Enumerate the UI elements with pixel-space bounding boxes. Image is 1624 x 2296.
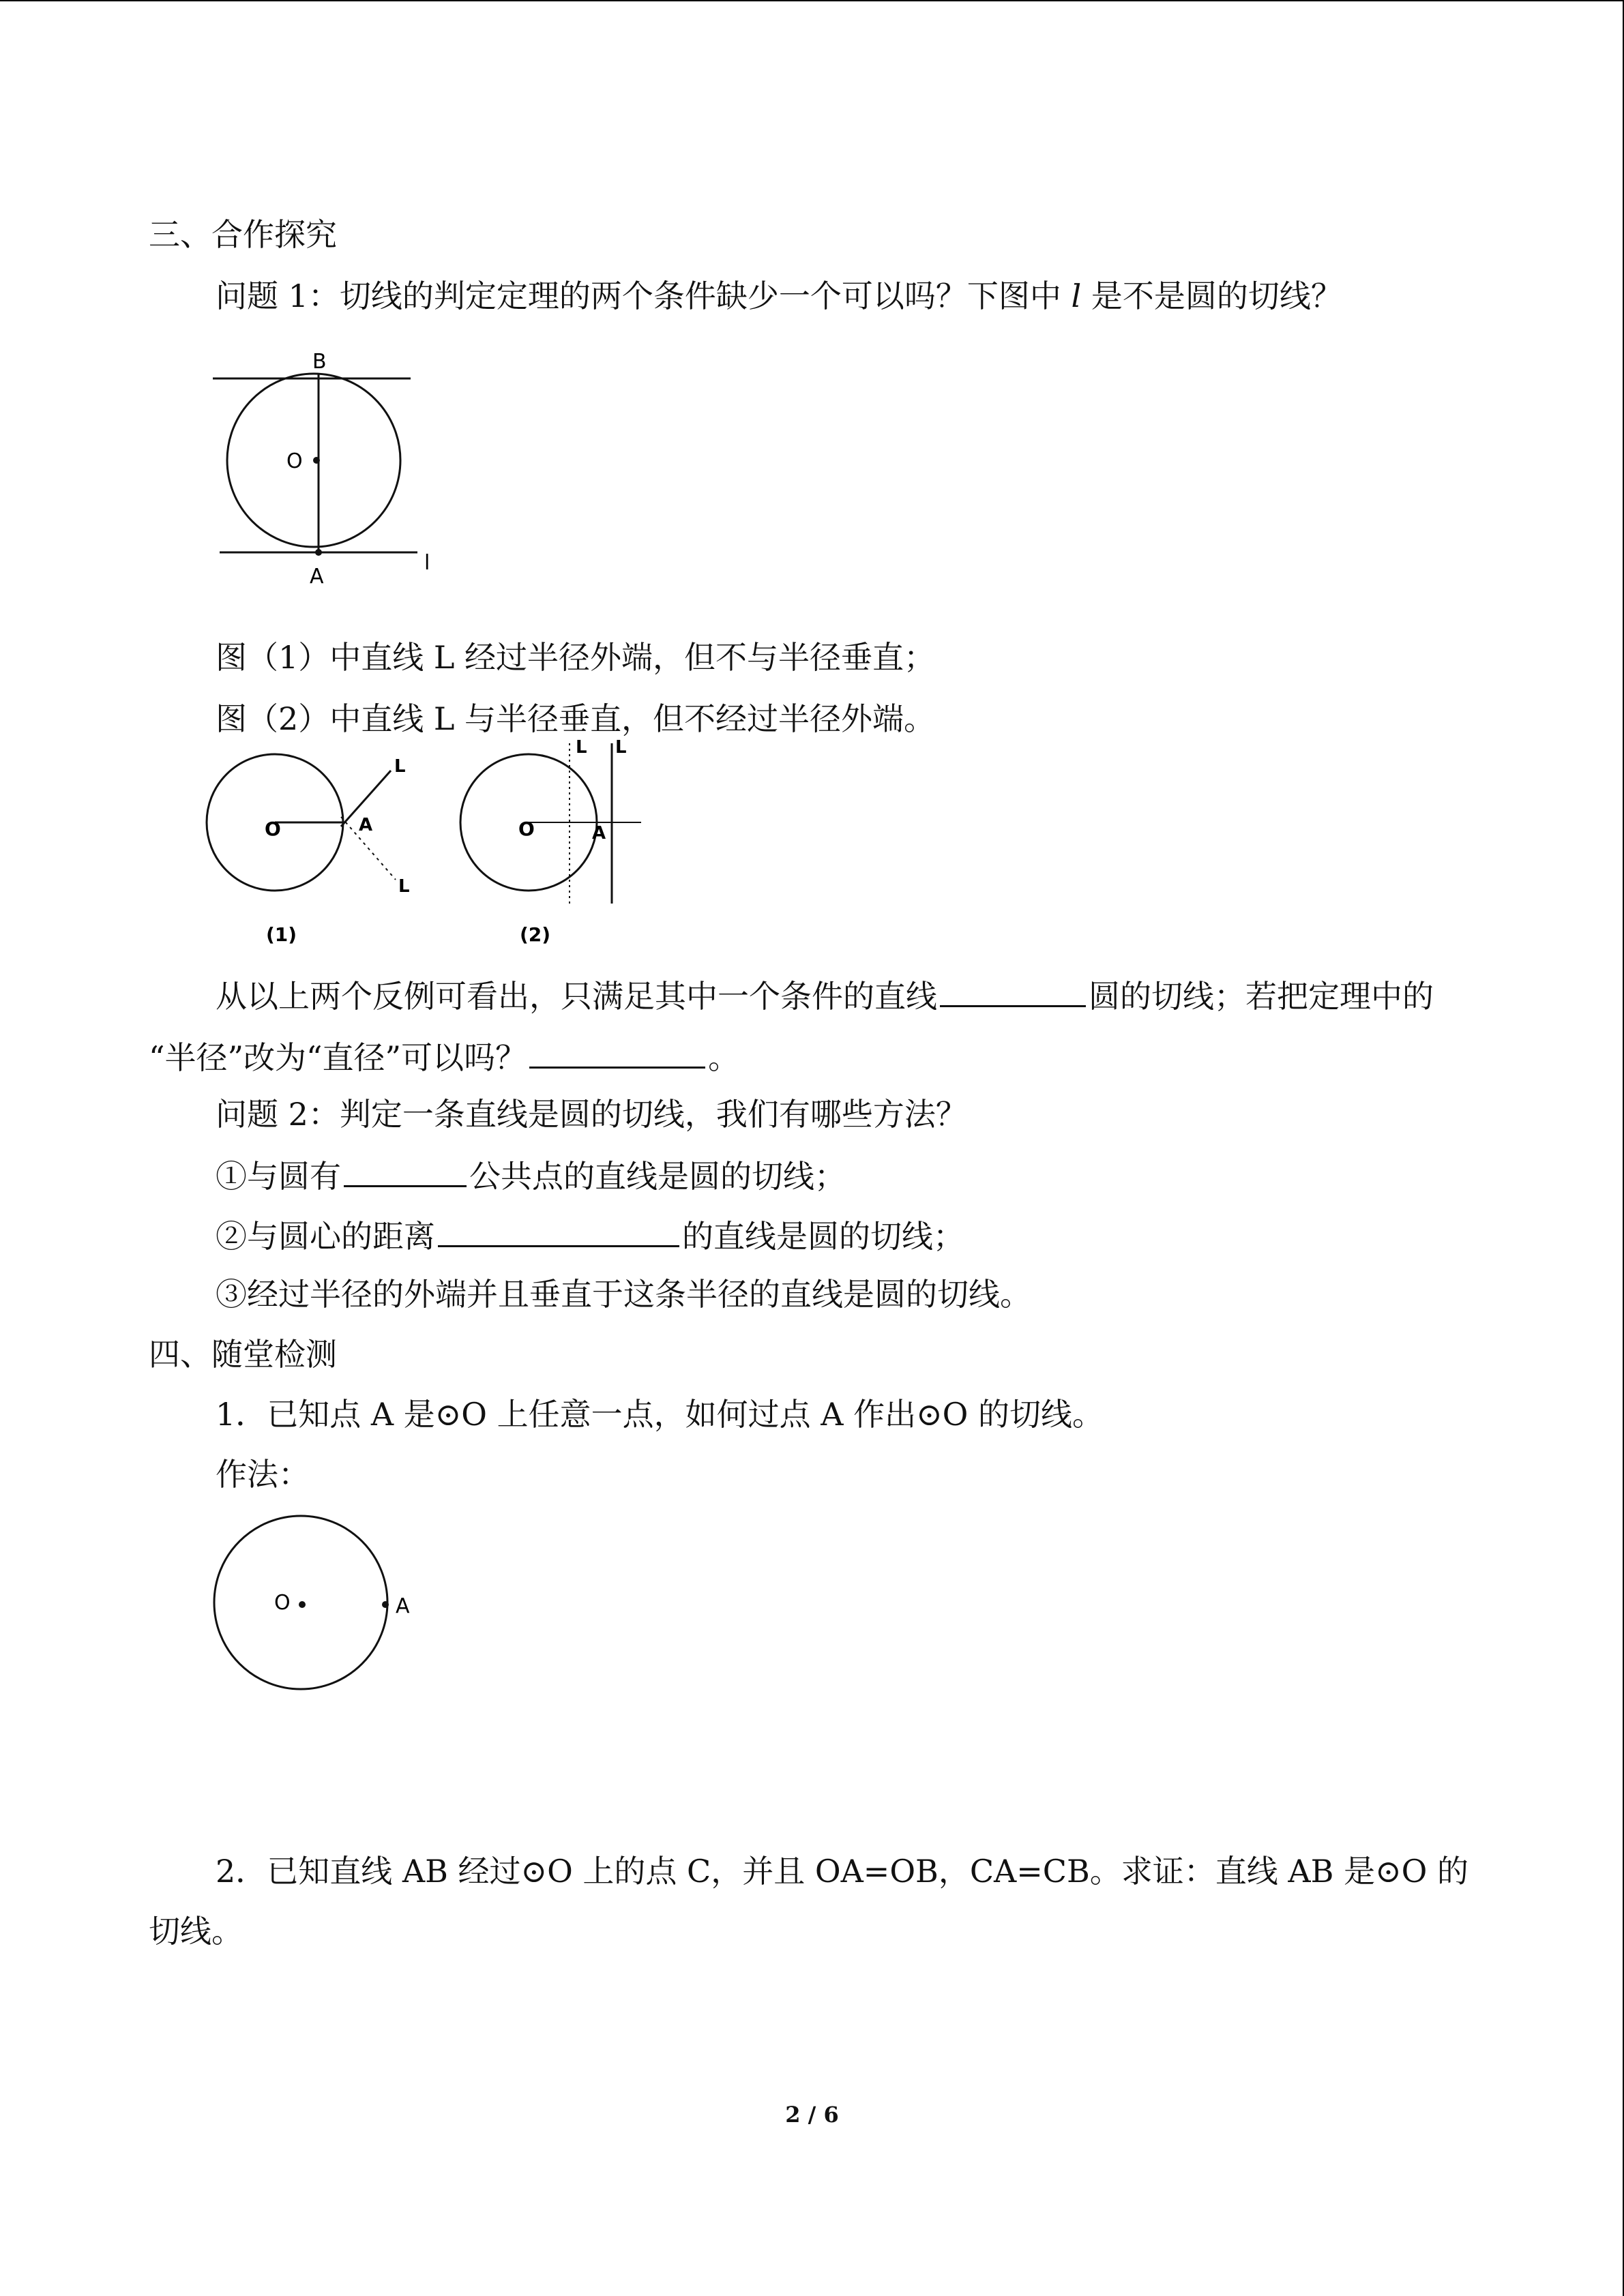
caption-2: (2) xyxy=(520,923,551,946)
figure-tangent-diameter-svg xyxy=(205,348,450,607)
label-l1-2: L xyxy=(576,737,587,758)
method-label: 作法： xyxy=(216,1456,310,1493)
question-1-variable: l xyxy=(1071,278,1082,314)
conclusion-text-1: 从以上两个反例可看出，只满足其中一个条件的直线 xyxy=(216,978,937,1015)
label-a-3: A xyxy=(396,1594,410,1618)
blank-4[interactable] xyxy=(438,1214,679,1247)
page-number: 2 / 6 xyxy=(785,2102,839,2128)
blank-1[interactable] xyxy=(940,974,1086,1007)
center-point-3 xyxy=(299,1601,306,1608)
method-3: ③经过半径的外端并且垂直于这条半径的直线是圆的切线。 xyxy=(216,1276,1031,1313)
page-top-border xyxy=(0,0,1624,1)
figure-counterexamples-svg xyxy=(198,736,662,955)
label-o: O xyxy=(286,449,303,473)
label-o-2: O xyxy=(518,818,535,840)
question-1 xyxy=(216,275,1342,316)
figure-point-on-circle-svg xyxy=(205,1507,437,1698)
label-a-2: A xyxy=(592,823,606,844)
exercise-2-line-2: 切线。 xyxy=(149,1913,243,1950)
label-l2-2: L xyxy=(615,737,627,758)
method-2-post: 的直线是圆的切线； xyxy=(682,1218,964,1255)
conclusion-line-1 xyxy=(216,974,1434,1017)
point-a xyxy=(315,549,322,556)
caption-1: (1) xyxy=(266,923,297,946)
blank-2[interactable] xyxy=(529,1035,705,1069)
question-1-text-post: 是不是圆的切线？ xyxy=(1081,278,1342,314)
label-o-1: O xyxy=(265,818,281,840)
question-1-text-pre: 问题 1：切线的判定定理的两个条件缺少一个可以吗？下图中 xyxy=(216,278,1072,314)
exercise-1: 1．已知点 A 是⊙O 上任意一点，如何过点 A 作出⊙O 的切线。 xyxy=(216,1396,1104,1433)
question-2-title: 问题 2：判定一条直线是圆的切线，我们有哪些方法？ xyxy=(216,1096,967,1133)
label-l-bottom-1: L xyxy=(398,876,410,897)
section-4-title: 四、随堂检测 xyxy=(149,1336,337,1373)
label-a-1: A xyxy=(359,815,373,835)
method-1-post: 公共点的直线是圆的切线； xyxy=(469,1158,846,1195)
label-a: A xyxy=(310,565,324,588)
conclusion-text-3: “半径”改为“直径”可以吗？ xyxy=(149,1039,527,1076)
conclusion-line-2 xyxy=(149,1035,739,1078)
figure-1-description: 图（1）中直线 L 经过半径外端，但不与半径垂直； xyxy=(216,639,936,676)
conclusion-text-2: 圆的切线；若把定理中的 xyxy=(1089,978,1434,1015)
figure-2-description: 图（2）中直线 L 与半径垂直，但不经过半径外端。 xyxy=(216,700,936,737)
method-1-pre: ①与圆有 xyxy=(216,1158,341,1195)
section-3-title: 三、合作探究 xyxy=(149,216,337,253)
method-2-pre: ②与圆心的距离 xyxy=(216,1218,435,1255)
label-o-3: O xyxy=(274,1591,291,1615)
method-2 xyxy=(216,1214,964,1257)
label-l: l xyxy=(424,551,430,575)
blank-3[interactable] xyxy=(344,1154,467,1187)
point-a-3 xyxy=(382,1601,389,1608)
figure-point-on-circle xyxy=(205,1507,437,1701)
center-point xyxy=(313,457,320,464)
exercise-2-line-1: 2．已知直线 AB 经过⊙O 上的点 C，并且 OA=OB，CA=CB。求证：直线 AB 是⊙O 的 xyxy=(216,1853,1468,1890)
label-b: B xyxy=(312,350,327,374)
conclusion-text-4: 。 xyxy=(708,1039,740,1076)
label-l-top-1: L xyxy=(394,756,406,777)
method-1 xyxy=(216,1154,846,1197)
figure-tangent-diameter xyxy=(205,348,450,610)
figure-counterexamples xyxy=(198,736,662,957)
